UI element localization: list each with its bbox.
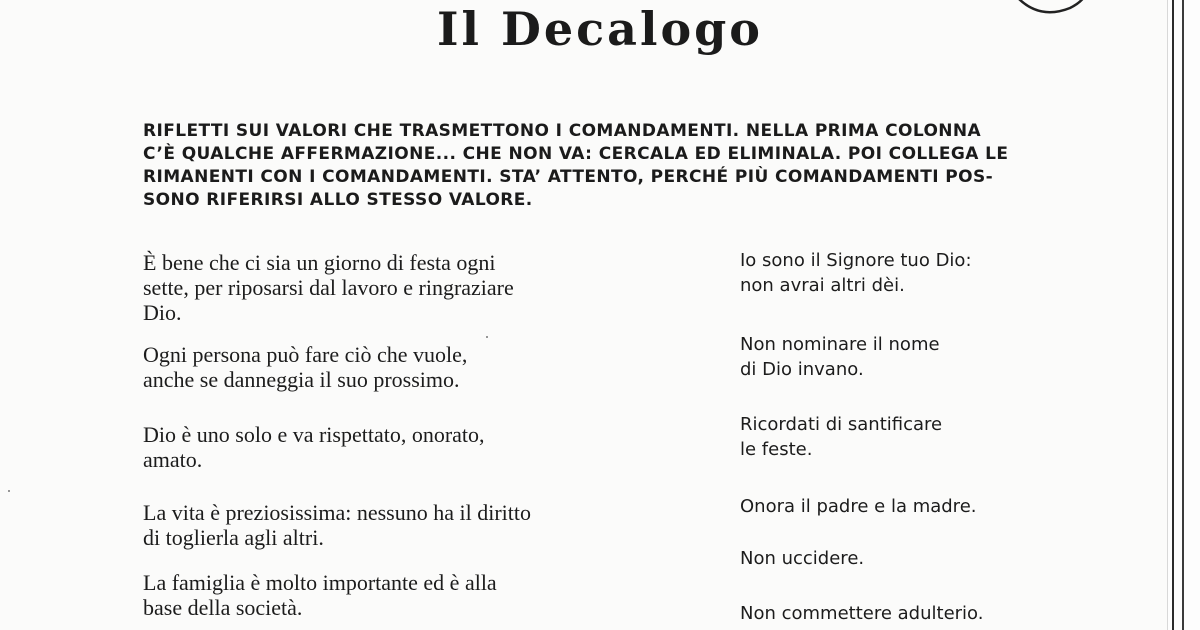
commandment-item[interactable] — [740, 412, 942, 462]
scan-speck — [486, 336, 488, 338]
page-title: Il Decalogo — [437, 2, 763, 56]
statement-line: amato. — [143, 447, 203, 472]
statement-line: Dio. — [143, 300, 182, 325]
binding-line — [1172, 0, 1174, 630]
commandment-item[interactable] — [740, 332, 940, 382]
instructions-line: SONO RIFERIRSI ALLO STESSO VALORE. — [143, 190, 533, 210]
binding-line — [1182, 0, 1184, 630]
instructions-line: RIFLETTI SUI VALORI CHE TRASMETTONO I COMANDAMENTI. NELLA PRIMA COLONNA — [143, 121, 982, 141]
statement-line: La famiglia è molto importante ed è alla — [143, 570, 497, 595]
statement-line: La vita è preziosissima: nessuno ha il diritto — [143, 500, 531, 525]
binding-edge — [1167, 0, 1200, 630]
instructions-line: RIMANENTI CON I COMANDAMENTI. STA’ ATTENTO, PERCHÉ PIÙ COMANDAMENTI POS- — [143, 167, 994, 187]
commandment-line: Onora il padre e la madre. — [740, 496, 977, 517]
commandment-item[interactable] — [740, 546, 864, 571]
statement-line: di toglierla agli altri. — [143, 525, 324, 550]
commandment-line: Non nominare il nome — [740, 334, 940, 355]
commandment-item[interactable] — [740, 248, 972, 298]
statement-line: sette, per riposarsi dal lavoro e ringraziare — [143, 275, 514, 300]
commandment-item[interactable] — [740, 601, 983, 626]
commandment-line: Ricordati di santificare — [740, 414, 943, 435]
commandment-item[interactable] — [740, 494, 977, 519]
commandment-line: non avrai altri dèi. — [740, 275, 905, 296]
instructions-text — [143, 120, 1098, 212]
instructions-line: C’È QUALCHE AFFERMAZIONE... CHE NON VA: CERCALA ED ELIMINALA. POI COLLEGA LE — [143, 144, 1009, 164]
commandment-line: Non uccidere. — [740, 548, 865, 569]
scan-speck — [8, 490, 10, 492]
statement-line: Dio è uno solo e va rispettato, onorato, — [143, 422, 485, 447]
statement-item[interactable] — [143, 342, 648, 392]
statement-line: base della società. — [143, 595, 303, 620]
commandment-line: Non commettere adulterio. — [740, 603, 984, 624]
statement-line: anche se danneggia il suo prossimo. — [143, 367, 460, 392]
commandment-line: di Dio invano. — [740, 359, 864, 380]
statement-item[interactable] — [143, 422, 648, 472]
commandment-line: le feste. — [740, 439, 813, 460]
statement-line: Ogni persona può fare ciò che vuole, — [143, 342, 468, 367]
statement-item[interactable] — [143, 500, 648, 550]
commandment-line: Io sono il Signore tuo Dio: — [740, 250, 972, 271]
statement-item[interactable] — [143, 250, 648, 325]
statement-item[interactable] — [143, 570, 648, 620]
statement-line: È bene che ci sia un giorno di festa ogni — [143, 250, 496, 275]
